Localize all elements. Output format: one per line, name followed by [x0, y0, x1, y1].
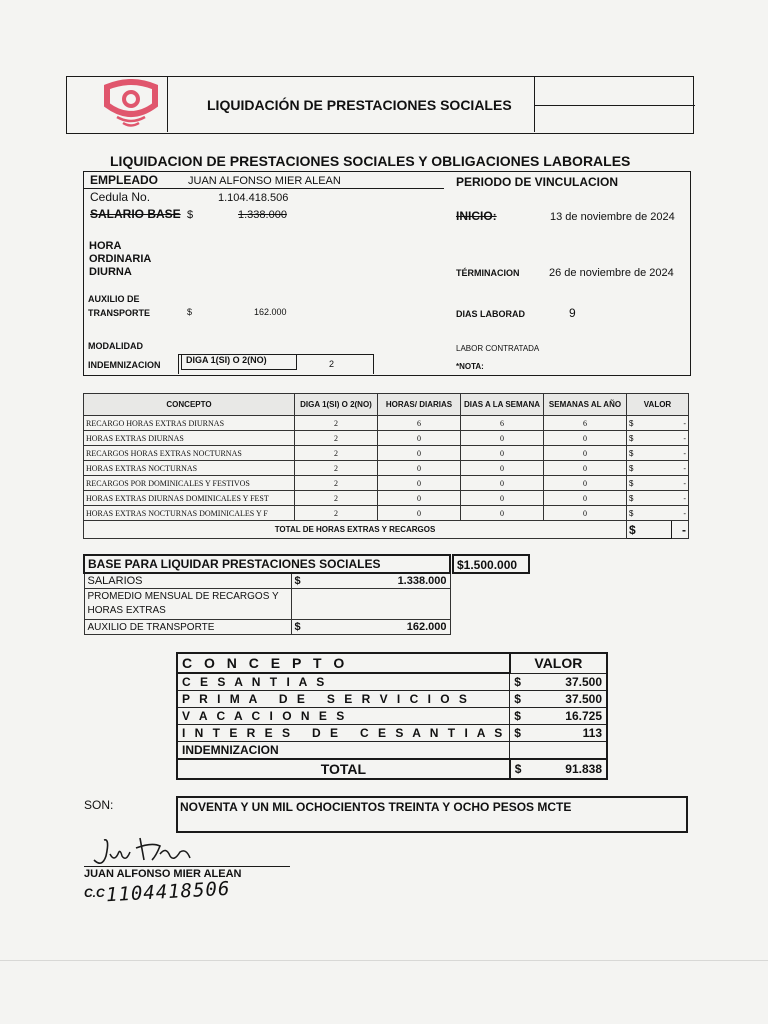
header-right-cell [534, 77, 695, 132]
base-auxilio-cur: $ [294, 621, 301, 633]
table-row [84, 431, 689, 446]
base-section [83, 554, 451, 635]
hora-label-1: HORA [89, 240, 122, 252]
modalidad-label: MODALIDAD [88, 341, 143, 351]
overtime-valor: - [671, 461, 689, 476]
overtime-diga[interactable]: 2 [295, 431, 378, 446]
logo-icon [101, 79, 161, 131]
overtime-header-valor: VALOR [627, 394, 689, 416]
overtime-valor: - [671, 416, 689, 431]
overtime-semanas[interactable]: 0 [544, 491, 627, 506]
summary-value [538, 742, 607, 760]
base-auxilio-value: 162.000 [406, 621, 447, 633]
table-row [177, 708, 607, 725]
overtime-total-cur: $ [627, 521, 672, 539]
overtime-total-value: - [671, 521, 689, 539]
overtime-header-row [84, 394, 689, 416]
diga-box [178, 354, 374, 374]
table-row [177, 742, 607, 760]
employee-box [83, 171, 691, 376]
overtime-horas[interactable]: 0 [378, 506, 461, 521]
base-title: BASE PARA LIQUIDAR PRESTACIONES SOCIALES [84, 555, 450, 573]
overtime-diga[interactable]: 2 [295, 491, 378, 506]
table-row [84, 491, 689, 506]
signature-line [84, 866, 290, 867]
diga-label: DIGA 1(SI) O 2(NO) [181, 354, 297, 370]
indemnizacion-label: INDEMNIZACION [88, 360, 161, 370]
inicio-label: INICIO: [456, 209, 497, 223]
overtime-dias[interactable]: 0 [461, 461, 544, 476]
base-auxilio-value-cell [291, 620, 450, 635]
summary-label: V A C A C I O N E S [177, 708, 510, 725]
overtime-header-horas: HORAS/ DIARIAS [378, 394, 461, 416]
signature-cc-handwritten: 1104418506 [105, 877, 231, 907]
son-value: NOVENTA Y UN MIL OCHOCIENTOS TREINTA Y OCHO PESOS MCTE [180, 800, 572, 814]
base-total: $1.500.000 [452, 554, 530, 574]
overtime-concepto: HORAS EXTRAS NOCTURNAS [84, 461, 295, 476]
overtime-concepto: RECARGOS POR DOMINICALES Y FESTIVOS [84, 476, 295, 491]
overtime-horas[interactable]: 6 [378, 416, 461, 431]
overtime-total-label: TOTAL DE HORAS EXTRAS Y RECARGOS [84, 521, 627, 539]
summary-label: INDEMNIZACION [177, 742, 510, 760]
base-title-row [84, 555, 450, 573]
overtime-concepto: RECARGOS HORAS EXTRAS NOCTURNAS [84, 446, 295, 461]
summary-value: 37.500 [538, 673, 607, 691]
base-promedio-label-1: PROMEDIO MENSUAL DE RECARGOS Y [87, 591, 279, 602]
overtime-cur: $ [627, 431, 672, 446]
summary-total-value: 91.838 [538, 759, 607, 779]
terminacion-label: TÉRMINACION [456, 268, 520, 278]
table-row [84, 573, 450, 589]
overtime-valor: - [671, 431, 689, 446]
labor-label: LABOR CONTRATADA [456, 344, 540, 353]
salario-value: 1.338.000 [238, 209, 287, 221]
main-title: LIQUIDACION DE PRESTACIONES SOCIALES Y OBLIGACIONES LABORALES [110, 153, 631, 169]
summary-label: P R I M A D E S E R V I C I O S [177, 691, 510, 708]
overtime-horas[interactable]: 0 [378, 476, 461, 491]
overtime-header-concepto: CONCEPTO [84, 394, 295, 416]
table-row [84, 416, 689, 431]
summary-value: 37.500 [538, 691, 607, 708]
hora-label-2: ORDINARIA [89, 253, 152, 265]
overtime-horas[interactable]: 0 [378, 461, 461, 476]
overtime-valor: - [671, 446, 689, 461]
overtime-valor: - [671, 491, 689, 506]
auxilio-value: 162.000 [254, 307, 287, 317]
summary-cur: $ [510, 708, 539, 725]
overtime-header-semanas: SEMANAS AL AÑO [544, 394, 627, 416]
table-row [84, 461, 689, 476]
base-salarios-value: 1.338.000 [397, 575, 447, 587]
table-row [177, 691, 607, 708]
summary-cur: $ [510, 725, 539, 742]
son-label: SON: [84, 798, 114, 812]
overtime-horas[interactable]: 0 [378, 491, 461, 506]
overtime-dias[interactable]: 0 [461, 431, 544, 446]
dias-label: DIAS LABORAD [456, 309, 525, 319]
table-row [84, 620, 450, 635]
signature [84, 834, 294, 870]
overtime-header-diga: DIGA 1(SI) O 2(NO) [295, 394, 378, 416]
diga-value[interactable]: 2 [329, 359, 335, 369]
base-promedio-value [291, 589, 450, 620]
table-row [84, 476, 689, 491]
overtime-semanas[interactable]: 6 [544, 416, 627, 431]
signature-cc-label: C.C [84, 886, 105, 900]
overtime-semanas[interactable]: 0 [544, 446, 627, 461]
summary-valor-header: VALOR [510, 653, 607, 673]
base-salarios-value-cell [291, 573, 450, 589]
overtime-dias[interactable]: 6 [461, 416, 544, 431]
cedula-value: 1.104.418.506 [218, 192, 289, 204]
inicio-value: 13 de noviembre de 2024 [550, 211, 675, 223]
overtime-semanas[interactable]: 0 [544, 476, 627, 491]
overtime-cur: $ [627, 506, 672, 521]
overtime-semanas[interactable]: 0 [544, 461, 627, 476]
overtime-semanas[interactable]: 0 [544, 506, 627, 521]
overtime-semanas[interactable]: 0 [544, 431, 627, 446]
summary-cur [510, 742, 539, 760]
overtime-table [83, 393, 689, 539]
cedula-label: Cedula No. [90, 190, 151, 204]
summary-total-row [177, 759, 607, 779]
auxilio-label-2: TRANSPORTE [88, 308, 151, 318]
overtime-diga[interactable]: 2 [295, 506, 378, 521]
summary-concepto-header: C O N C E P T O [177, 653, 510, 673]
auxilio-label-1: AUXILIO DE [88, 294, 140, 304]
summary-cur: $ [510, 673, 539, 691]
summary-value: 16.725 [538, 708, 607, 725]
hora-label-3: DIURNA [89, 266, 132, 278]
signature-mark [90, 834, 200, 868]
overtime-dias[interactable]: 0 [461, 491, 544, 506]
scan-edge [0, 960, 768, 961]
summary-label: I N T E R E S D E C E S A N T I A S [177, 725, 510, 742]
overtime-header-dias: DIAS A LA SEMANA [461, 394, 544, 416]
table-row [177, 673, 607, 691]
table-row [84, 589, 450, 620]
summary-header-row [177, 653, 607, 673]
overtime-dias[interactable]: 0 [461, 476, 544, 491]
base-salarios-cur: $ [294, 575, 301, 587]
logo-cell [67, 77, 168, 132]
header-title: LIQUIDACIÓN DE PRESTACIONES SOCIALES [207, 97, 512, 113]
summary-value: 113 [538, 725, 607, 742]
salario-label: SALARIO BASE [90, 207, 181, 221]
overtime-valor: - [671, 506, 689, 521]
empleado-value: JUAN ALFONSO MIER ALEAN [188, 175, 341, 187]
overtime-cur: $ [627, 416, 672, 431]
salario-currency: $ [187, 209, 194, 221]
base-promedio-label [84, 589, 291, 620]
overtime-diga[interactable]: 2 [295, 416, 378, 431]
dias-value: 9 [569, 306, 576, 320]
summary-table [176, 652, 608, 780]
table-row [84, 446, 689, 461]
overtime-cur: $ [627, 446, 672, 461]
overtime-cur: $ [627, 491, 672, 506]
summary-total-cur: $ [510, 759, 539, 779]
base-promedio-label-2: HORAS EXTRAS [87, 605, 166, 616]
terminacion-value: 26 de noviembre de 2024 [549, 267, 674, 279]
periodo-label: PERIODO DE VINCULACION [456, 175, 619, 189]
overtime-horas[interactable]: 0 [378, 431, 461, 446]
header-box [66, 76, 694, 134]
overtime-concepto: HORAS EXTRAS NOCTURNAS DOMINICALES Y F [84, 506, 295, 521]
overtime-dias[interactable]: 0 [461, 446, 544, 461]
table-row [177, 725, 607, 742]
overtime-horas[interactable]: 0 [378, 446, 461, 461]
overtime-cur: $ [627, 476, 672, 491]
overtime-diga[interactable]: 2 [295, 446, 378, 461]
summary-total-label: TOTAL [177, 759, 510, 779]
overtime-valor: - [671, 476, 689, 491]
base-table [83, 554, 451, 635]
overtime-concepto: RECARGO HORAS EXTRAS DIURNAS [84, 416, 295, 431]
overtime-concepto: HORAS EXTRAS DIURNAS DOMINICALES Y FEST [84, 491, 295, 506]
overtime-diga[interactable]: 2 [295, 476, 378, 491]
empleado-label: EMPLEADO [90, 173, 159, 187]
overtime-concepto: HORAS EXTRAS DIURNAS [84, 431, 295, 446]
son-box [176, 796, 688, 833]
auxilio-currency: $ [187, 307, 193, 317]
base-salarios-label: SALARIOS [84, 573, 291, 589]
base-auxilio-label: AUXILIO DE TRANSPORTE [84, 620, 291, 635]
signature-name: JUAN ALFONSO MIER ALEAN [84, 868, 242, 880]
nota-label: *NOTA: [456, 362, 484, 371]
table-row [84, 506, 689, 521]
summary-label: C E S A N T I A S [177, 673, 510, 691]
overtime-diga[interactable]: 2 [295, 461, 378, 476]
overtime-dias[interactable]: 0 [461, 506, 544, 521]
overtime-total-row [84, 521, 689, 539]
overtime-cur: $ [627, 461, 672, 476]
summary-cur: $ [510, 691, 539, 708]
